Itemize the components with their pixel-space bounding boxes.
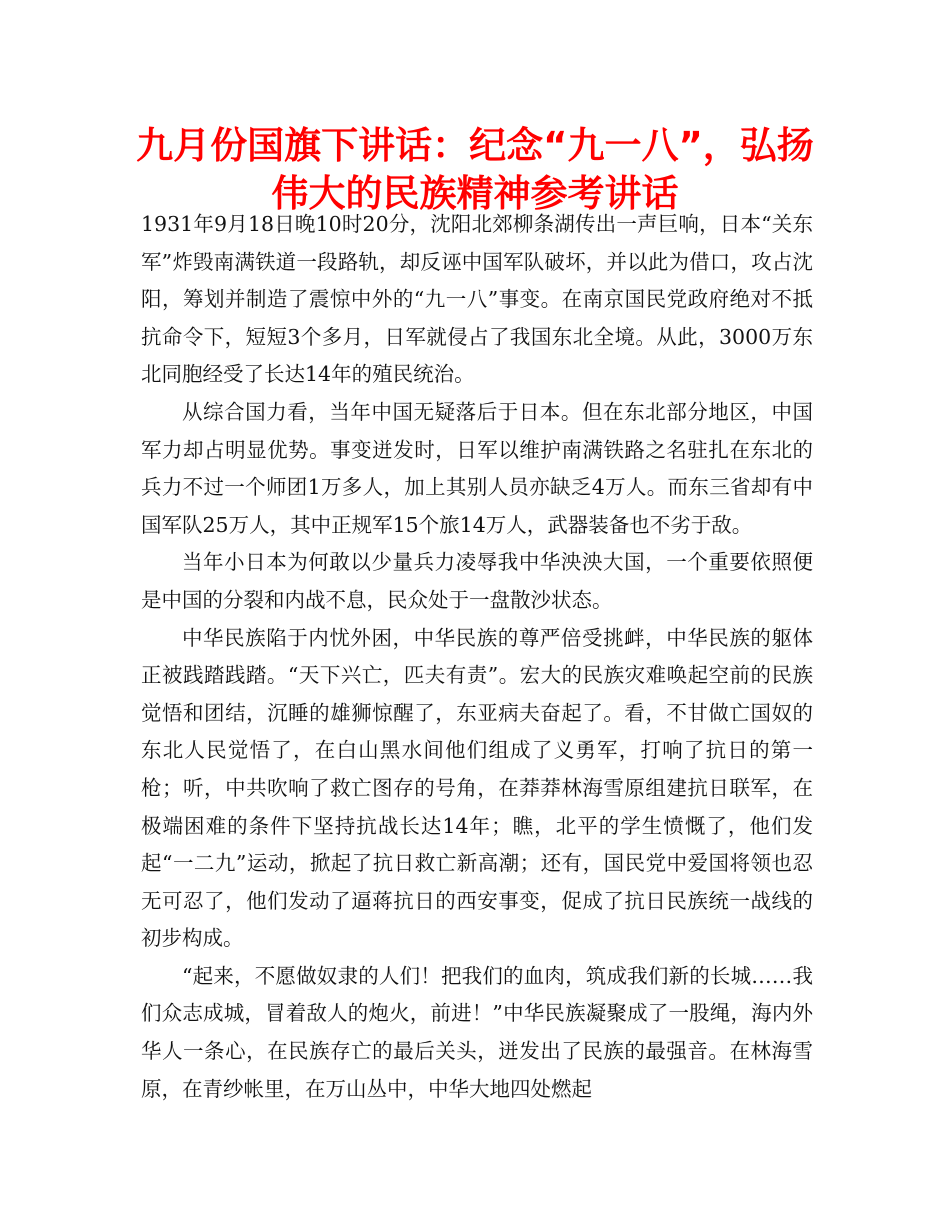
document-body	[141, 206, 813, 1108]
paragraph-5: “起来，不愿做奴隶的人们！把我们的血肉，筑成我们新的长城……我们众志成城，冒着敌人的炮火，前进！”中华民族凝聚成了一股绳，海内外华人一条心，在民族存亡的最后关头，迸发出了民族的最强音。在林海雪原，在青纱帐里，在万山丛中，中华大地四处燃起	[141, 963, 813, 1101]
document-title: 九月份国旗下讲话：纪念“九一八”，弘扬伟大的民族精神参考讲话	[136, 124, 814, 215]
paragraph-3: 当年小日本为何敢以少量兵力凌辱我中华泱泱大国，一个重要依照便是中国的分裂和内战不息，民众处于一盘散沙状态。	[141, 550, 813, 612]
paragraph-4: 中华民族陷于内忧外困，中华民族的尊严倍受挑衅，中华民族的躯体正被践踏践踏。“天下兴亡，匹夫有责”。宏大的民族灾难唤起空前的民族觉悟和团结，沉睡的雄狮惊醒了，东亚病夫奋起了。看，不甘做亡国奴的东北人民觉悟了，在白山黑水间他们组成了义勇军，打响了抗日的第一枪；听，中共吹响了救亡图存的号角，在莽莽林海雪原组建抗日联军，在极端困难的条件下坚持抗战长达14年；瞧，北平的学生愤慨了，他们发起“一二九”运动，掀起了抗日救亡新高潮；还有，国民党中爱国将领也忍无可忍了，他们发动了逼蒋抗日的西安事变，促成了抗日民族统一战线的初步构成。	[141, 625, 813, 951]
paragraph-1: 1931年9月18日晚10时20分，沈阳北郊柳条湖传出一声巨响，日本“关东军”炸毁南满铁道一段路轨，却反诬中国军队破坏，并以此为借口，攻占沈阳，筹划并制造了震惊中外的“九一八”事变。在南京国民党政府绝对不抵抗命令下，短短3个多月，日军就侵占了我国东北全境。从此，3000万东北同胞经受了长达14年的殖民统治。	[141, 212, 813, 387]
paragraph-2: 从综合国力看，当年中国无疑落后于日本。但在东北部分地区，中国军力却占明显优势。事变迸发时，日军以维护南满铁路之名驻扎在东北的兵力不过一个师团1万多人，加上其别人员亦缺乏4万人。而东三省却有中国军队25万人，其中正规军15个旅14万人，武器装备也不劣于敌。	[141, 399, 813, 537]
